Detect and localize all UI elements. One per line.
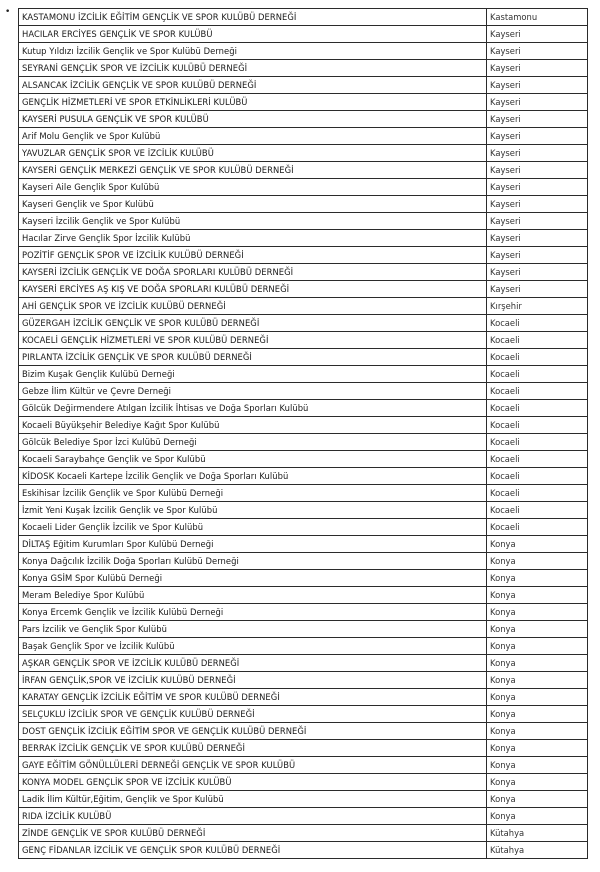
club-name-cell: Arif Molu Gençlik ve Spor Kulübü xyxy=(19,128,487,145)
table-row xyxy=(19,604,588,621)
city-cell: Kayseri xyxy=(487,162,588,179)
table-row xyxy=(19,621,588,638)
table-row xyxy=(19,213,588,230)
city-cell: Kayseri xyxy=(487,281,588,298)
city-cell: Kayseri xyxy=(487,247,588,264)
club-name-cell: BERRAK İZCİLİK GENÇLİK VE SPOR KULÜBÜ DERNEĞİ xyxy=(19,740,487,757)
club-name-cell: Kocaeli Büyükşehir Belediye Kağıt Spor Kulübü xyxy=(19,417,487,434)
city-cell: Kayseri xyxy=(487,213,588,230)
city-cell: Kayseri xyxy=(487,230,588,247)
city-cell: Konya xyxy=(487,587,588,604)
table-row xyxy=(19,43,588,60)
club-name-cell: Pars İzcilik ve Gençlik Spor Kulübü xyxy=(19,621,487,638)
table-row xyxy=(19,383,588,400)
city-cell: Kayseri xyxy=(487,60,588,77)
club-name-cell: Konya GSİM Spor Kulübü Derneği xyxy=(19,570,487,587)
table-row xyxy=(19,842,588,859)
city-cell: Kocaeli xyxy=(487,349,588,366)
table-row xyxy=(19,366,588,383)
city-cell: Kütahya xyxy=(487,825,588,842)
club-name-cell: GÜZERGAH İZCİLİK GENÇLİK VE SPOR KULÜBÜ DERNEĞİ xyxy=(19,315,487,332)
city-cell: Kayseri xyxy=(487,145,588,162)
city-cell: Kocaeli xyxy=(487,468,588,485)
table-row xyxy=(19,417,588,434)
city-cell: Konya xyxy=(487,553,588,570)
club-name-cell: KOCAELİ GENÇLİK HİZMETLERİ VE SPOR KULÜBÜ DERNEĞİ xyxy=(19,332,487,349)
table-row xyxy=(19,60,588,77)
club-name-cell: SELÇUKLU İZCİLİK SPOR VE GENÇLİK KULÜBÜ DERNEĞİ xyxy=(19,706,487,723)
club-name-cell: KAYSERİ PUSULA GENÇLİK VE SPOR KULÜBÜ xyxy=(19,111,487,128)
table-row xyxy=(19,162,588,179)
club-name-cell: YAVUZLAR GENÇLİK SPOR VE İZCİLİK KULÜBÜ xyxy=(19,145,487,162)
city-cell: Kocaeli xyxy=(487,519,588,536)
club-name-cell: KAYSERİ İZCİLİK GENÇLİK VE DOĞA SPORLARI KULÜBÜ DERNEĞİ xyxy=(19,264,487,281)
city-cell: Konya xyxy=(487,655,588,672)
table-row xyxy=(19,468,588,485)
city-cell: Konya xyxy=(487,791,588,808)
page-corner-mark: • xyxy=(5,7,11,17)
table-row xyxy=(19,774,588,791)
city-cell: Kocaeli xyxy=(487,366,588,383)
table-row xyxy=(19,298,588,315)
table-row xyxy=(19,672,588,689)
club-name-cell: POZİTİF GENÇLİK SPOR VE İZCİLİK KULÜBÜ DERNEĞİ xyxy=(19,247,487,264)
city-cell: Kocaeli xyxy=(487,383,588,400)
city-cell: Kocaeli xyxy=(487,451,588,468)
club-name-cell: GAYE EĞİTİM GÖNÜLLÜLERİ DERNEĞİ GENÇLİK VE SPOR KULÜBÜ xyxy=(19,757,487,774)
city-cell: Konya xyxy=(487,706,588,723)
city-cell: Konya xyxy=(487,723,588,740)
club-name-cell: Kocaeli Lider Gençlik İzcilik ve Spor Kulübü xyxy=(19,519,487,536)
city-cell: Konya xyxy=(487,757,588,774)
club-name-cell: KONYA MODEL GENÇLİK SPOR VE İZCİLİK KULÜBÜ xyxy=(19,774,487,791)
club-name-cell: HACILAR ERCİYES GENÇLİK VE SPOR KULÜBÜ xyxy=(19,26,487,43)
table-row xyxy=(19,332,588,349)
club-name-cell: SEYRANİ GENÇLİK SPOR VE İZCİLİK KULÜBÜ DERNEĞİ xyxy=(19,60,487,77)
club-name-cell: Hacılar Zirve Gençlik Spor İzcilik Kulübü xyxy=(19,230,487,247)
city-cell: Konya xyxy=(487,689,588,706)
city-cell: Kayseri xyxy=(487,111,588,128)
table-row xyxy=(19,791,588,808)
table-row xyxy=(19,315,588,332)
table-row xyxy=(19,434,588,451)
city-cell: Kocaeli xyxy=(487,502,588,519)
table-row xyxy=(19,536,588,553)
club-name-cell: ALSANCAK İZCİLİK GENÇLİK VE SPOR KULÜBÜ DERNEĞİ xyxy=(19,77,487,94)
city-cell: Kayseri xyxy=(487,43,588,60)
club-name-cell: PIRLANTA İZCİLİK GENÇLİK VE SPOR KULÜBÜ DERNEĞİ xyxy=(19,349,487,366)
club-list-table xyxy=(18,8,588,859)
club-name-cell: Gölcük Belediye Spor İzci Kulübü Derneği xyxy=(19,434,487,451)
club-name-cell: KİDOSK Kocaeli Kartepe İzcilik Gençlik ve Doğa Sporları Kulübü xyxy=(19,468,487,485)
city-cell: Konya xyxy=(487,740,588,757)
table-row xyxy=(19,655,588,672)
club-table-body xyxy=(19,9,588,859)
city-cell: Kayseri xyxy=(487,94,588,111)
club-name-cell: KARATAY GENÇLİK İZCİLİK EĞİTİM VE SPOR KULÜBÜ DERNEĞİ xyxy=(19,689,487,706)
table-row xyxy=(19,451,588,468)
table-row xyxy=(19,94,588,111)
club-name-cell: Gölcük Değirmendere Atılgan İzcilik İhtisas ve Doğa Sporları Kulübü xyxy=(19,400,487,417)
city-cell: Kayseri xyxy=(487,179,588,196)
club-name-cell: KASTAMONU İZCİLİK EĞİTİM GENÇLİK VE SPOR KULÜBÜ DERNEĞİ xyxy=(19,9,487,26)
club-name-cell: KAYSERİ ERCİYES AŞ KIŞ VE DOĞA SPORLARI KULÜBÜ DERNEĞİ xyxy=(19,281,487,298)
table-row xyxy=(19,740,588,757)
table-row xyxy=(19,264,588,281)
table-row xyxy=(19,349,588,366)
city-cell: Konya xyxy=(487,621,588,638)
city-cell: Kayseri xyxy=(487,128,588,145)
table-row xyxy=(19,281,588,298)
table-row xyxy=(19,26,588,43)
club-name-cell: GENÇ FİDANLAR İZCİLİK VE GENÇLİK SPOR KULÜBÜ DERNEĞİ xyxy=(19,842,487,859)
table-row xyxy=(19,111,588,128)
club-name-cell: GENÇLİK HİZMETLERİ VE SPOR ETKİNLİKLERİ KULÜBÜ xyxy=(19,94,487,111)
table-row xyxy=(19,553,588,570)
club-name-cell: DOST GENÇLİK İZCİLİK EĞİTİM SPOR VE GENÇLİK KULÜBÜ DERNEĞİ xyxy=(19,723,487,740)
city-cell: Konya xyxy=(487,808,588,825)
table-row xyxy=(19,400,588,417)
table-row xyxy=(19,519,588,536)
club-name-cell: ZİNDE GENÇLİK VE SPOR KULÜBÜ DERNEĞİ xyxy=(19,825,487,842)
city-cell: Konya xyxy=(487,638,588,655)
club-name-cell: Kayseri Aile Gençlik Spor Kulübü xyxy=(19,179,487,196)
table-row xyxy=(19,706,588,723)
club-name-cell: KAYSERİ GENÇLİK MERKEZİ GENÇLİK VE SPOR KULÜBÜ DERNEĞİ xyxy=(19,162,487,179)
city-cell: Kocaeli xyxy=(487,485,588,502)
club-name-cell: Kutup Yıldızı İzcilik Gençlik ve Spor Kulübü Derneği xyxy=(19,43,487,60)
city-cell: Kayseri xyxy=(487,196,588,213)
city-cell: Konya xyxy=(487,536,588,553)
table-row xyxy=(19,247,588,264)
table-row xyxy=(19,196,588,213)
city-cell: Kocaeli xyxy=(487,315,588,332)
table-row xyxy=(19,77,588,94)
table-row xyxy=(19,689,588,706)
club-name-cell: İzmit Yeni Kuşak İzcilik Gençlik ve Spor Kulübü xyxy=(19,502,487,519)
city-cell: Kocaeli xyxy=(487,417,588,434)
club-name-cell: Kayseri Gençlik ve Spor Kulübü xyxy=(19,196,487,213)
club-name-cell: AŞKAR GENÇLİK SPOR VE İZCİLİK KULÜBÜ DERNEĞİ xyxy=(19,655,487,672)
city-cell: Kırşehir xyxy=(487,298,588,315)
club-name-cell: İRFAN GENÇLİK,SPOR VE İZCİLİK KULÜBÜ DERNEĞİ xyxy=(19,672,487,689)
city-cell: Konya xyxy=(487,774,588,791)
table-row xyxy=(19,145,588,162)
city-cell: Kocaeli xyxy=(487,400,588,417)
table-row xyxy=(19,485,588,502)
club-name-cell: RIDA İZCİLİK KULÜBÜ xyxy=(19,808,487,825)
table-row xyxy=(19,9,588,26)
club-name-cell: Başak Gençlik Spor ve İzcilik Kulübü xyxy=(19,638,487,655)
city-cell: Kayseri xyxy=(487,264,588,281)
club-name-cell: Ladik İlim Kültür,Eğitim, Gençlik ve Spor Kulübü xyxy=(19,791,487,808)
city-cell: Konya xyxy=(487,570,588,587)
table-row xyxy=(19,638,588,655)
club-name-cell: Meram Belediye Spor Kulübü xyxy=(19,587,487,604)
city-cell: Konya xyxy=(487,672,588,689)
club-name-cell: AHİ GENÇLİK SPOR VE İZCİLİK KULÜBÜ DERNEĞİ xyxy=(19,298,487,315)
city-cell: Kütahya xyxy=(487,842,588,859)
city-cell: Kocaeli xyxy=(487,434,588,451)
club-name-cell: DİLTAŞ Eğitim Kurumları Spor Kulübü Derneği xyxy=(19,536,487,553)
club-name-cell: Bizim Kuşak Gençlik Kulübü Derneği xyxy=(19,366,487,383)
table-row xyxy=(19,128,588,145)
table-row xyxy=(19,502,588,519)
table-row xyxy=(19,179,588,196)
table-row xyxy=(19,587,588,604)
club-name-cell: Kocaeli Saraybahçe Gençlik ve Spor Kulübü xyxy=(19,451,487,468)
city-cell: Kayseri xyxy=(487,77,588,94)
city-cell: Kastamonu xyxy=(487,9,588,26)
city-cell: Kayseri xyxy=(487,26,588,43)
club-name-cell: Gebze İlim Kültür ve Çevre Derneği xyxy=(19,383,487,400)
city-cell: Konya xyxy=(487,604,588,621)
club-name-cell: Konya Ercemk Gençlik ve İzcilik Kulübü Derneği xyxy=(19,604,487,621)
table-row xyxy=(19,757,588,774)
table-row xyxy=(19,808,588,825)
table-row xyxy=(19,723,588,740)
club-name-cell: Konya Dağcılık İzcilik Doğa Sporları Kulübü Derneği xyxy=(19,553,487,570)
table-row xyxy=(19,825,588,842)
table-row xyxy=(19,570,588,587)
club-name-cell: Kayseri İzcilik Gençlik ve Spor Kulübü xyxy=(19,213,487,230)
table-row xyxy=(19,230,588,247)
club-name-cell: Eskihisar İzcilik Gençlik ve Spor Kulübü Derneği xyxy=(19,485,487,502)
city-cell: Kocaeli xyxy=(487,332,588,349)
